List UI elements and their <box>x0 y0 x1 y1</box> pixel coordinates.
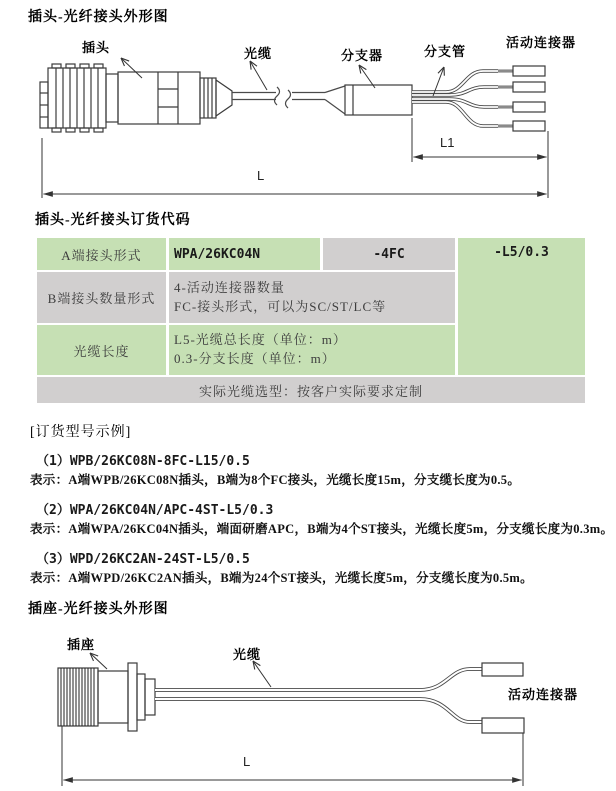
cable-label: 光缆 <box>244 46 273 61</box>
length-value-line2: 0.3-分支长度（单位：m） <box>174 351 336 366</box>
movable-connector-label: 活动连接器 <box>508 687 579 702</box>
cable-break-symbol <box>286 90 291 108</box>
examples-title: [订货型号示例] <box>30 425 132 440</box>
plug-leader-arrow <box>121 58 142 78</box>
socket-outline-title: 插座-光纤接头外形图 <box>28 602 169 617</box>
example-2-desc: 表示：A端WPA/26KC04N插头，端面研磨APC，B端为4个ST接头，光缆长度5m，分支缆长度为0.3m。 <box>30 522 614 536</box>
example-3-desc: 表示：A端WPD/26KC2AN插头，B端为24个ST接头，光缆长度5m，分支缆长度为0.5m。 <box>30 571 533 585</box>
table-cell-b-value <box>169 272 455 323</box>
example-3-code: （3）WPD/26KC2AN-24ST-L5/0.5 <box>36 552 250 567</box>
cable-label: 光缆 <box>233 647 262 662</box>
cable-line <box>232 86 345 114</box>
dim-l-text: L <box>257 168 265 183</box>
dimension-lines <box>62 726 523 786</box>
table-cell-b-label: B端接头数量形式 <box>37 272 166 323</box>
leader-arrows <box>121 58 444 96</box>
example-2-code: （2）WPA/26KC04N/APC-4ST-L5/0.3 <box>36 503 274 518</box>
movable-connector-rect <box>482 663 523 676</box>
example-1-desc: 表示：A端WPB/26KC08N插头，B端为8个FC接头，光缆长度15m，分支缆长度为0.5。 <box>30 473 521 487</box>
table-cell-length-code <box>458 238 585 375</box>
plug-outline-diagram <box>0 30 616 206</box>
socket-leader-arrow <box>90 653 107 669</box>
dim-l-text: L <box>243 754 251 769</box>
plug-order-code-title: 插头-光纤接头订货代码 <box>35 213 191 228</box>
b-value-line2: FC-接头形式，可以为SC/ST/LC等 <box>174 298 387 314</box>
movable-connector-rect <box>513 121 545 131</box>
cable-leader-arrow <box>253 661 271 687</box>
table-cell-a-label: A端接头形式 <box>37 238 166 270</box>
order-code-a: WPA/26KC04N <box>174 246 261 262</box>
table-cell-count-code <box>323 238 455 270</box>
plug-diagram-linework <box>0 30 616 206</box>
dimension-lines <box>42 118 548 198</box>
movable-connector-rect <box>513 102 545 112</box>
table-footer-note: 实际光缆选型：按客户实际要求定制 <box>37 377 585 403</box>
plug-outline-title: 插头-光纤接头外形图 <box>28 10 169 25</box>
dim-l1-text: L1 <box>440 135 455 150</box>
movable-connector-rect <box>482 718 524 733</box>
socket-diagram-linework <box>0 630 616 791</box>
plug-label: 插头 <box>82 40 111 55</box>
socket-outline-diagram <box>0 630 616 791</box>
table-cell-length-label: 光缆长度 <box>37 325 166 375</box>
b-value-line1: 4-活动连接器数量 <box>174 279 285 295</box>
order-code-count: -4FC <box>373 246 405 262</box>
cable-break-symbol <box>275 87 280 105</box>
movable-connector-rect <box>513 82 545 92</box>
example-1-code: （1）WPB/26KC08N-8FC-L15/0.5 <box>36 454 250 469</box>
splitter-label: 分支器 <box>341 48 384 63</box>
cable-leader-arrow <box>250 61 267 90</box>
order-code-length: -L5/0.3 <box>494 245 549 260</box>
table-cell-a-value <box>169 238 320 270</box>
socket-label: 插座 <box>67 637 96 652</box>
plug-connector-drawing <box>40 64 232 132</box>
splitter-drawing <box>345 85 412 115</box>
branch-tube-label: 分支管 <box>424 44 467 59</box>
movable-connector-label: 活动连接器 <box>506 35 577 50</box>
order-code-table <box>37 238 585 403</box>
table-cell-length-value <box>169 325 455 375</box>
branch-tubes-drawing <box>412 71 498 126</box>
socket-cables-drawing <box>155 669 482 722</box>
movable-connector-rect <box>513 66 545 76</box>
socket-connector-drawing <box>58 663 155 731</box>
movable-connectors-drawing <box>498 66 545 131</box>
length-value-line1: L5-光缆总长度（单位：m） <box>174 332 347 348</box>
